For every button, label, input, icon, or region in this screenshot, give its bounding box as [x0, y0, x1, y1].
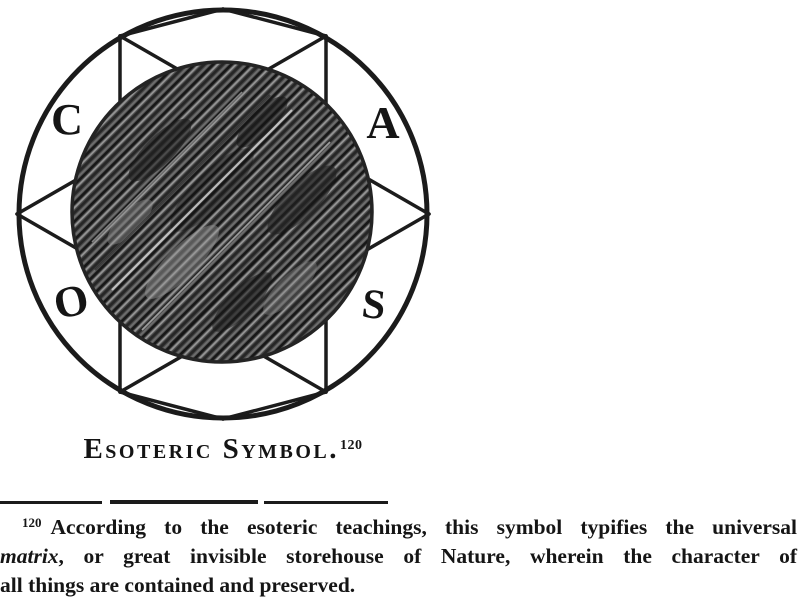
figure-caption [0, 433, 446, 466]
figure-caption-text: Esoteric Symbol. [83, 433, 340, 465]
footnote-rule-segment [0, 501, 102, 504]
footnote-line-2-text: , or great invisible storehouse of Nature, wherein the character of [58, 544, 797, 568]
footnote-line-1 [0, 508, 797, 542]
letter-c: C [51, 95, 83, 144]
letter-s: S [359, 280, 388, 330]
footnote-line-2 [0, 542, 797, 571]
esoteric-symbol-figure [0, 0, 450, 430]
letter-a: A [366, 97, 400, 148]
footnote-marker: 120 [22, 515, 42, 530]
footnote-rule-segment [110, 500, 258, 504]
caption-footnote-ref: 120 [340, 438, 363, 453]
footnote-line-3 [0, 571, 797, 598]
footnote-line-1-text: According to the esoteric teachings, this symbol typifies the universal [50, 515, 797, 539]
footnote-rule-segment [264, 501, 388, 504]
footnote [0, 508, 797, 598]
footnote-matrix-italic: matrix [0, 544, 59, 568]
footnote-line-3-text: all things are contained and preserved. [0, 573, 356, 597]
shaded-disc [72, 62, 372, 362]
letter-o: O [49, 273, 93, 330]
symbol-drawing [0, 0, 450, 430]
